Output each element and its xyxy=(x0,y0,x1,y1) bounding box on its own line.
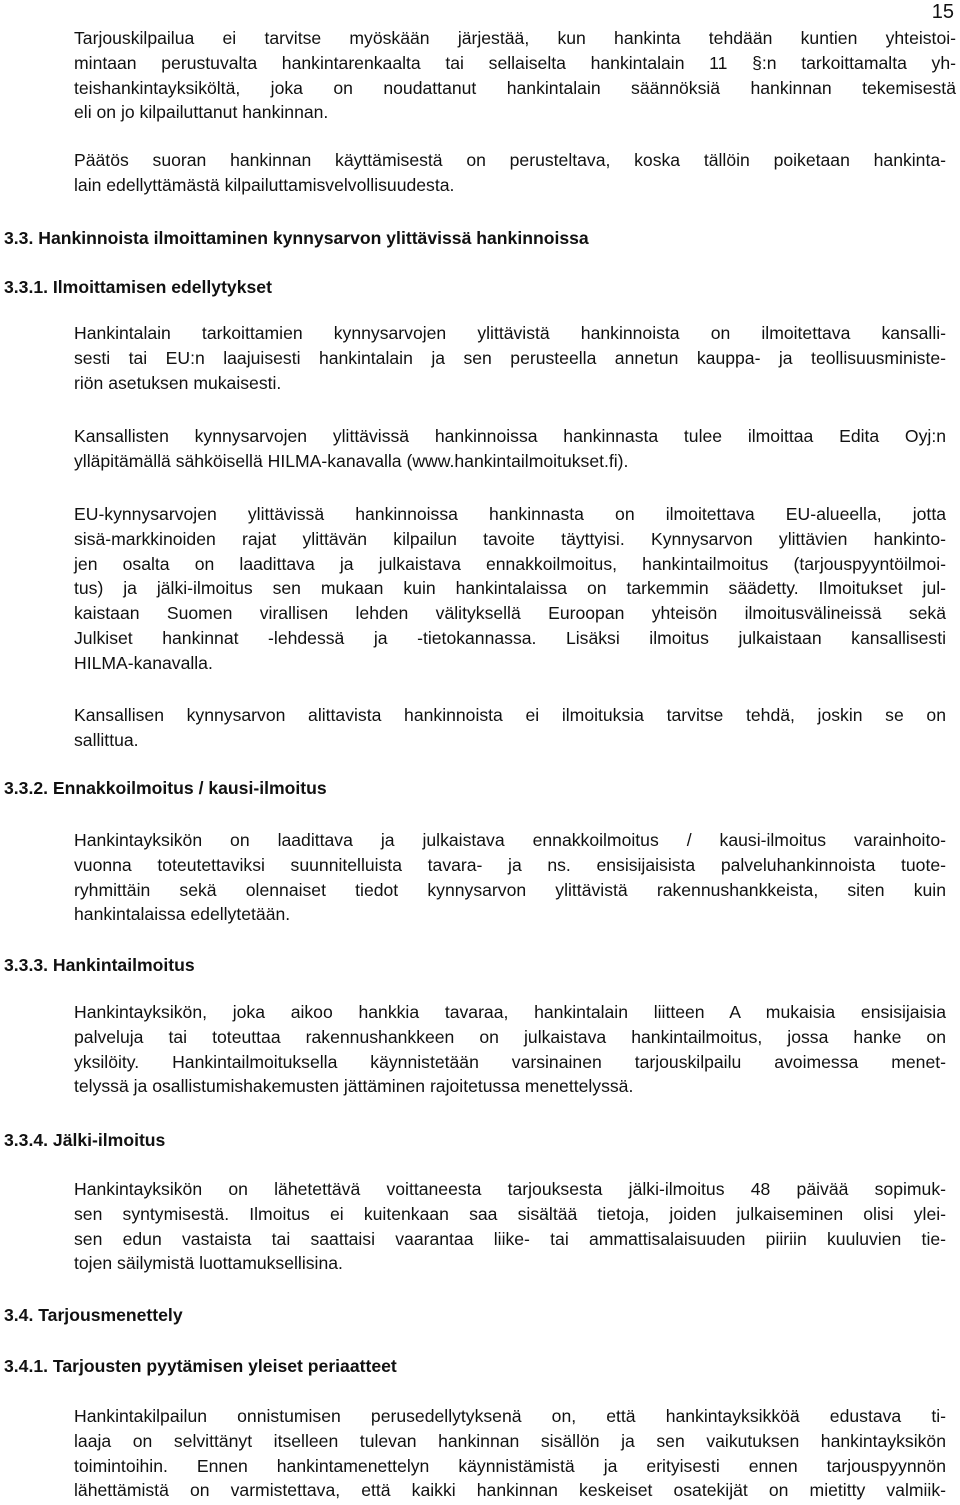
text-line: palveluja tai toteuttaa rakennushankkeen on julkaistava hankintailmoitus, jossa hanke on xyxy=(74,1026,946,1047)
text-line: ylläpitämällä sähköisellä HILMA-kanavalla (www.hankintailmoitukset.fi). xyxy=(74,450,629,471)
heading-3-4: 3.4. Tarjousmenettely xyxy=(4,1305,183,1325)
text-line: Hankintayksikön, joka aikoo hankkia tavaraa, hankintalain liitteen A mukaisia ensisijaisia xyxy=(74,1002,946,1022)
text-line: Hankintalain tarkoittamien kynnysarvojen ylittävistä hankinnoista on ilmoitettava kansalli- xyxy=(74,323,946,343)
text-line: ryhmittäin sekä olennaiset tiedot kynnysarvon ylittävistä rakennushankkeista, siten kuin xyxy=(74,879,946,900)
text-line: lain edellyttämästä kilpailuttamisvelvollisuudesta. xyxy=(74,174,455,195)
text-line: riön asetuksen mukaisesti. xyxy=(74,372,282,393)
text-line: Päätös suoran hankinnan käyttämisestä on perusteltava, koska tällöin poiketaan hankinta- xyxy=(74,150,946,170)
text-line: Kansallisen kynnysarvon alittavista hankinnoista ei ilmoituksia tarvitse tehdä, joskin se on xyxy=(74,705,946,725)
paragraph-hankintailmoitus xyxy=(74,1000,946,1099)
heading-3-4-1: 3.4.1. Tarjousten pyytämisen yleiset periaatteet xyxy=(4,1356,397,1376)
text-line: jen osalta on laadittava ja julkaistava ennakkoilmoitus, hankintailmoitus (tarjouspyyntöilmoi- xyxy=(74,553,946,574)
paragraph-jalki-ilmoitus xyxy=(74,1177,946,1276)
text-line: hankintalaissa edellytetään. xyxy=(74,904,291,925)
text-line: teishankintayksiköltä, joka on noudattanut hankintalain säännöksiä hankinnan tekemisestä xyxy=(74,77,956,98)
heading-3-3-3: 3.3.3. Hankintailmoitus xyxy=(4,955,195,975)
text-line: eli on jo kilpailuttanut hankinnan. xyxy=(74,102,329,123)
text-line: telyssä ja osallistumishakemusten jättäminen rajoitetussa menettelyssä. xyxy=(74,1076,634,1097)
text-line: toimintoihin. Ennen hankintamenettelyn käynnistämistä ja erityisesti ennen tarjouspyynnön xyxy=(74,1455,946,1476)
paragraph-eu-kynnysarvot xyxy=(74,502,946,676)
paragraph-hankintalain-kynnysarvot xyxy=(74,321,946,395)
paragraph-paatos xyxy=(74,148,946,198)
text-line: Kansallisten kynnysarvojen ylittävissä hankinnoissa hankinnasta tulee ilmoittaa Edita Oyj:n xyxy=(74,426,946,446)
text-line: sallittua. xyxy=(74,729,139,750)
text-line: laaja on selvittänyt itselleen tulevan hankinnan sisällön ja sen vaikutuksen hankintayksikön xyxy=(74,1430,946,1451)
text-line: Hankintayksikön on lähetettävä voittaneesta tarjouksesta jälki-ilmoitus 48 päivää sopimuk- xyxy=(74,1179,946,1199)
text-line: tus) ja jälki-ilmoitus sen mukaan kuin hankintalaissa on tarkemmin säädetty. Ilmoitukset jul- xyxy=(74,578,946,599)
text-line: sen syntymisestä. Ilmoitus ei kuitenkaan saa sisältää tietoja, joiden julkaiseminen olisi ylei- xyxy=(74,1203,946,1224)
text-line: vuonna toteutettaviksi suunnitelluista tavara- ja ns. ensisijaisista palveluhankinnoista tuote- xyxy=(74,854,946,875)
text-line: lähettämistä on varmistettava, että kaikki hankinnan keskeiset osatekijät on mietitty valmiik- xyxy=(74,1480,946,1501)
heading-3-3-2: 3.3.2. Ennakkoilmoitus / kausi-ilmoitus xyxy=(4,778,327,798)
heading-3-3-1: 3.3.1. Ilmoittamisen edellytykset xyxy=(4,277,272,297)
text-line: EU-kynnysarvojen ylittävissä hankinnoissa hankinnasta on ilmoitettava EU-alueella, jotta xyxy=(74,504,946,524)
text-line: Hankintakilpailun onnistumisen perusedellytyksenä on, että hankintayksikköä edustava ti- xyxy=(74,1406,946,1426)
paragraph-tarjousten-pyytaminen xyxy=(74,1404,946,1503)
text-line: Tarjouskilpailua ei tarvitse myöskään järjestää, kun hankinta tehdään kuntien yhteistoi- xyxy=(74,28,956,48)
paragraph-tarjouskilpailu xyxy=(74,26,956,125)
text-line: kaistaan Suomen virallisen lehden välityksellä Euroopan yhteisön ilmoitusvälineissä sekä xyxy=(74,603,946,624)
heading-3-3: 3.3. Hankinnoista ilmoittaminen kynnysarvon ylittävissä hankinnoissa xyxy=(4,228,589,248)
text-line: tojen säilymistä luottamuksellisina. xyxy=(74,1253,343,1274)
text-line: yksilöity. Hankintailmoituksella käynnistetään varsinainen tarjouskilpailu avoimessa menet- xyxy=(74,1051,946,1072)
text-line: mintaan perustuvalta hankintarenkaalta tai sellaiselta hankintalain 11 §:n tarkoittamalta yh- xyxy=(74,52,956,73)
heading-3-3-4: 3.3.4. Jälki-ilmoitus xyxy=(4,1130,166,1150)
text-line: HILMA-kanavalla. xyxy=(74,652,213,673)
paragraph-kansalliset xyxy=(74,424,946,474)
text-line: sesti tai EU:n laajuisesti hankintalain ja sen perusteella annetun kauppa- ja teollisuusministe- xyxy=(74,347,946,368)
page-number: 15 xyxy=(931,1,954,23)
text-line: sisä-markkinoiden rajat ylittävän kilpailun tavoite täyttyisi. Kynnysarvon ylittävien hankinto- xyxy=(74,528,946,549)
paragraph-ennakkoilmoitus xyxy=(74,828,946,927)
text-line: Hankintayksikön on laadittava ja julkaistava ennakkoilmoitus / kausi-ilmoitus varainhoito- xyxy=(74,830,946,850)
paragraph-kansallisen-alittavat xyxy=(74,703,946,753)
text-line: Julkiset hankinnat -lehdessä ja -tietokannassa. Lisäksi ilmoitus julkaistaan kansallisesti xyxy=(74,627,946,648)
text-line: sen edun vastaista tai saattaisi vaarantaa liike- tai ammattisalaisuuden piiriin kuuluvien tie- xyxy=(74,1228,946,1249)
